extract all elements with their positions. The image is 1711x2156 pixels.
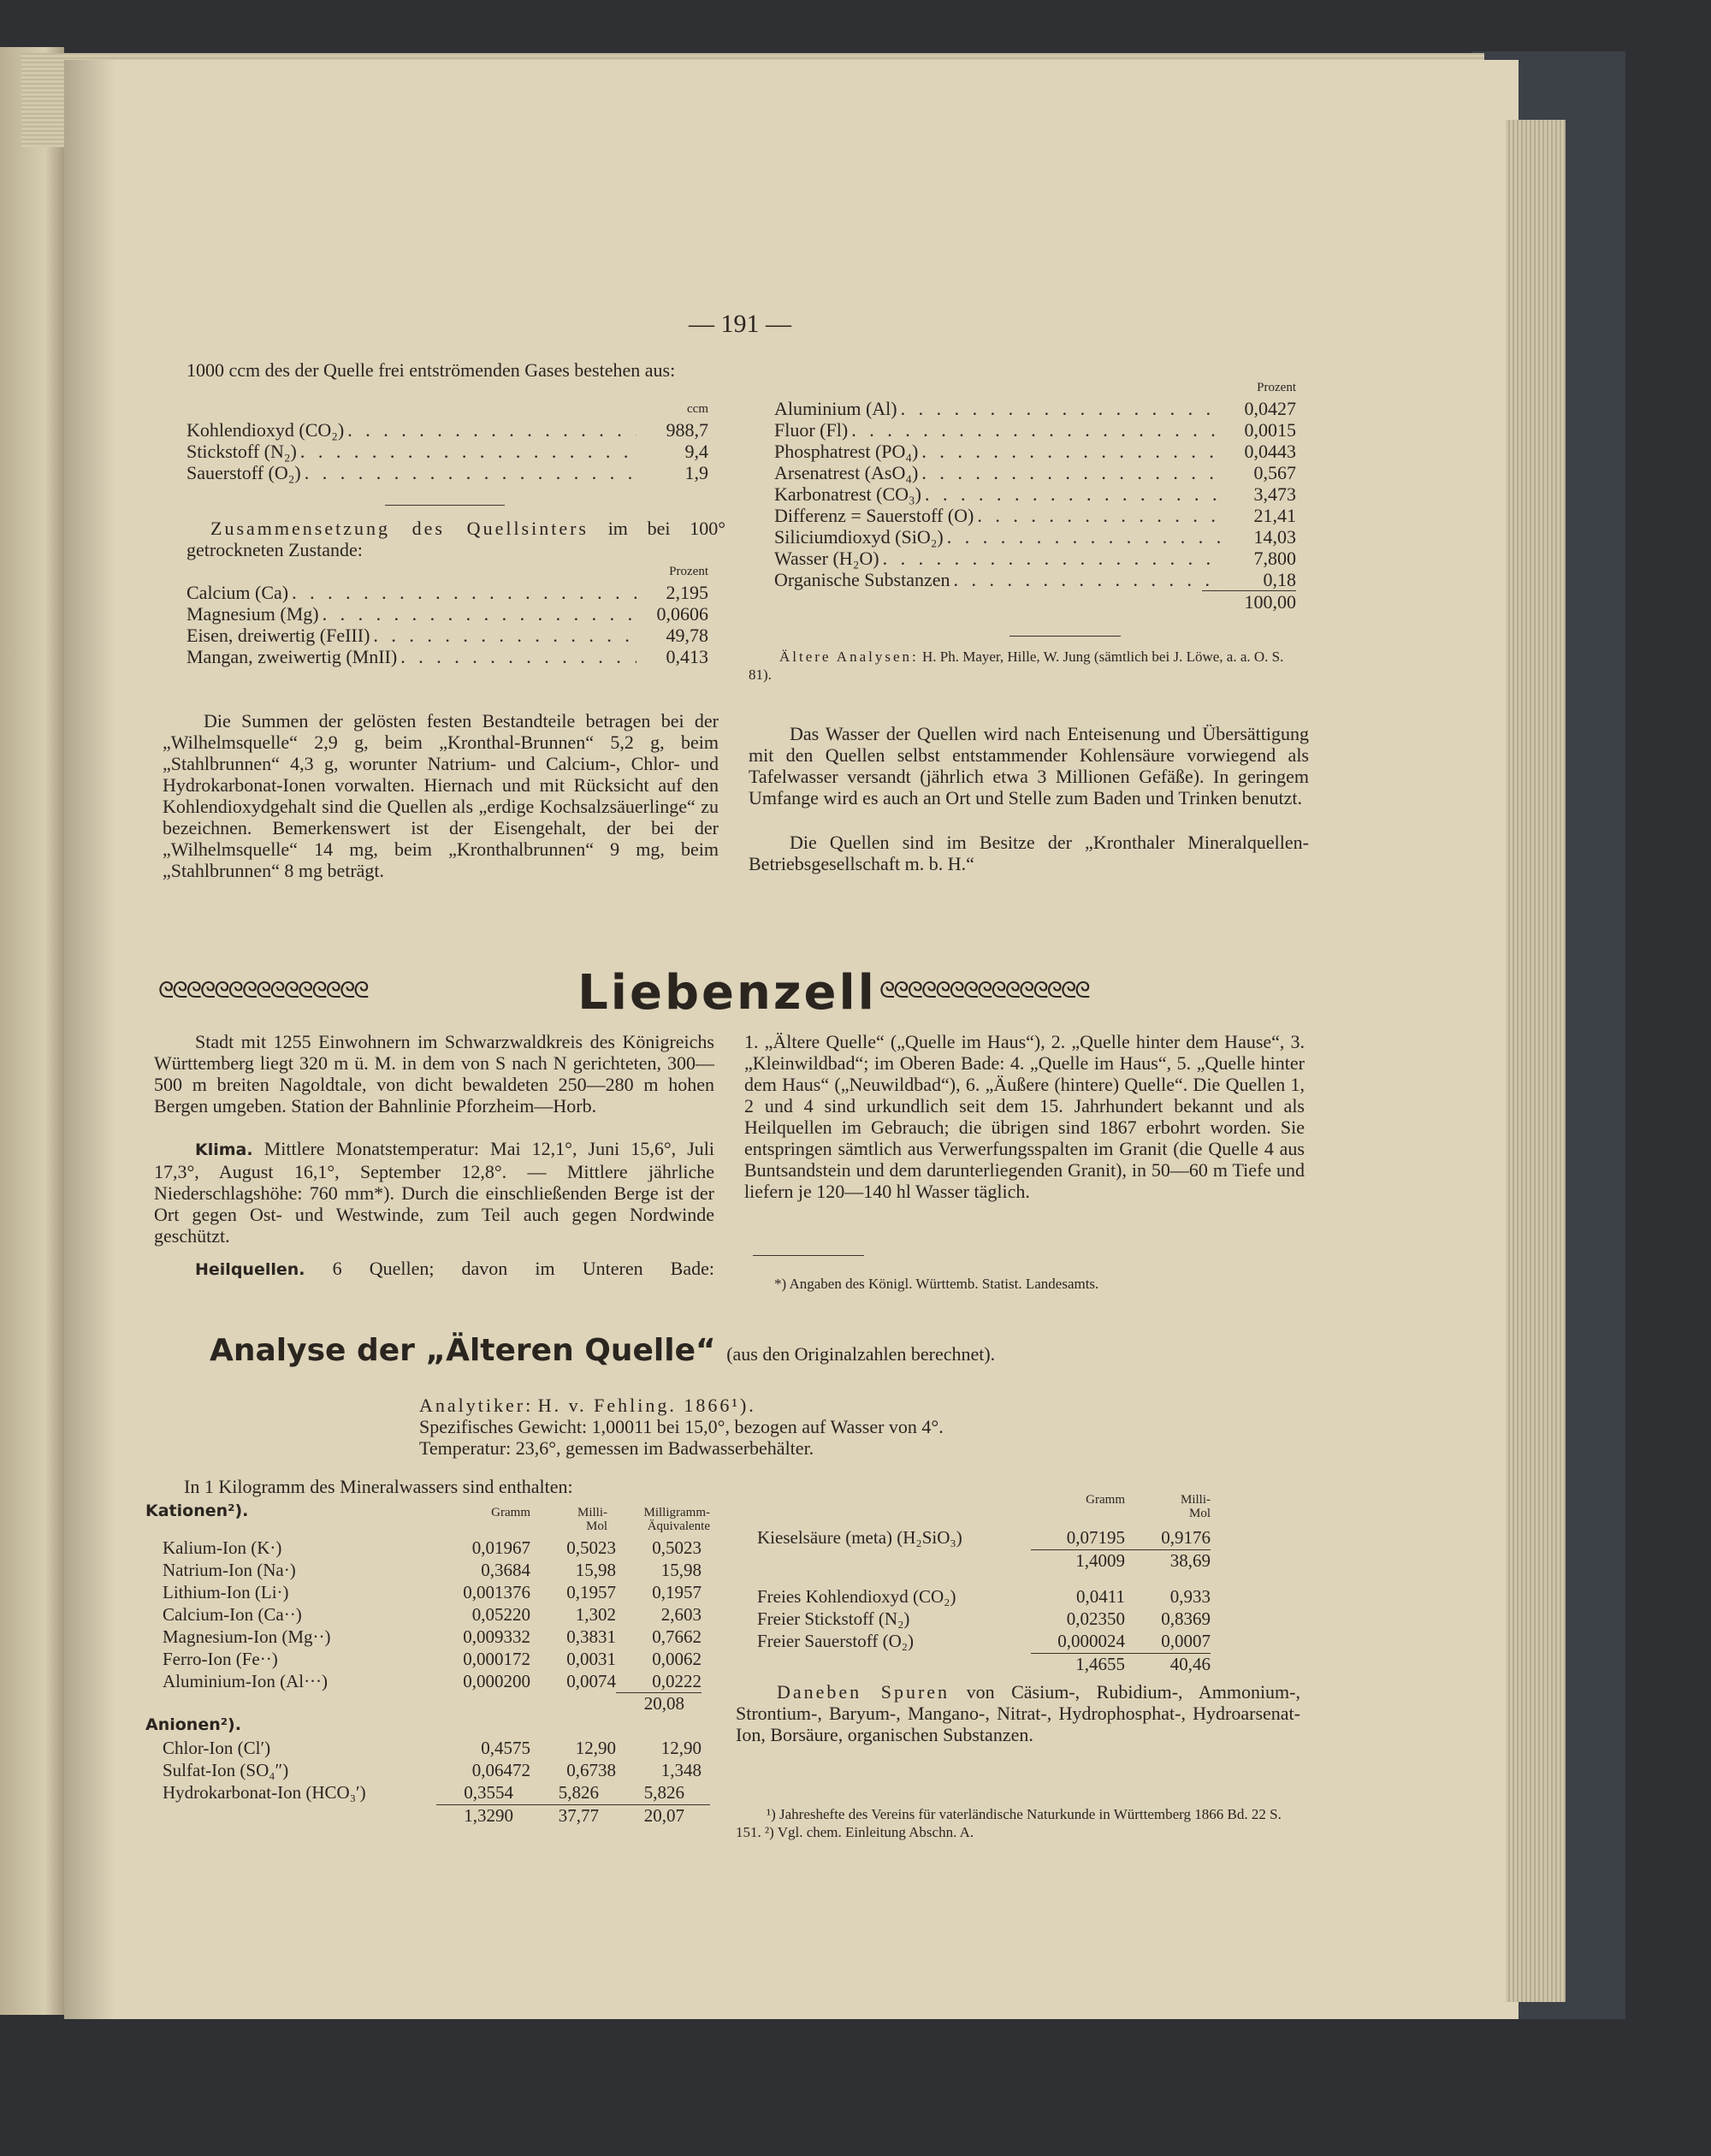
sinter-right-row: Karbonatrest (CO₃) . . . 3,473: [774, 483, 1296, 505]
right-table: [757, 1493, 1305, 1676]
sinter-right-row: Phosphatrest (PO₄) . . . 0,0443: [774, 441, 1296, 462]
table-row: Freies Kohlendioxyd (CO₂) 0,0411 0,933: [757, 1586, 1211, 1607]
gas-list: [186, 402, 708, 483]
table-row: Freier Sauerstoff (O₂) 0,000024 0,0007: [757, 1631, 1211, 1651]
table-row: Kalium-Ion (K·) 0,01967 0,5023 0,5023: [163, 1537, 702, 1558]
table-row: Magnesium-Ion (Mg··) 0,009332 0,3831 0,7662: [163, 1626, 702, 1647]
table-row: Ferro-Ion (Fe··) 0,000172 0,0031 0,0062: [163, 1649, 702, 1669]
section-heading: Liebenzell: [577, 965, 877, 1021]
gas-row: Kohlendioxyd (CO₂) . . . 988,7: [186, 419, 708, 441]
table-row: Sulfat-Ion (SO₄″) 0,06472 0,6738 1,348: [163, 1760, 702, 1780]
climate-paragraph: Klima. Mittlere Monatstemperatur: Mai 12,1°, Juni 15,6°, Juli 17,3°, August 16,1°, September 12,8°. — Mittlere jährliche Niederschlagshöhe: 760 mm*). Durch die einschließenden Berge ist der Ort gegen Ost- und Westwinde, zum Teil auch gegen Nordwinde geschützt.: [154, 1138, 714, 1247]
table-row: Chlor-Ion (Cl′) 0,4575 12,90 12,90: [163, 1738, 702, 1758]
gas-unit: ccm: [687, 402, 708, 416]
divider: [1009, 636, 1121, 637]
sinter-total: 100,00: [1202, 590, 1296, 613]
analysis-title: Analyse der „Älteren Quelle“ (aus den Originalzahlen berechnet).: [210, 1333, 996, 1368]
town-paragraph: Stadt mit 1255 Einwohnern im Schwarzwaldkreis des Königreichs Württemberg liegt 320 m ü. M. in dem von S nach N gerichteten, 300—500 m breiten Nagoldtale, von dicht bewaldeten 250—280 m hohen Bergen umgeben. Station der Bahnlinie Pforzheim—Horb.: [154, 1031, 714, 1116]
sinter-right-row: Arsenatrest (AsO₄) . . . 0,567: [774, 462, 1296, 483]
sinter-right-row: Organische Substanzen . . . 0,18: [774, 569, 1296, 590]
sinter-right-row: Siliciumdioxyd (SiO₂) . . . 14,03: [774, 526, 1296, 548]
page-stack-edge: [1506, 120, 1566, 2002]
kationen-label: Kationen²).: [145, 1502, 249, 1520]
table-row: Hydrokarbonat-Ion (HCO₃′) 0,3554 5,826 5,826: [436, 1782, 710, 1805]
table-total-row: 1,4655 40,46: [1031, 1653, 1211, 1676]
table-row: Calcium-Ion (Ca··) 0,05220 1,302 2,603: [163, 1604, 702, 1625]
ownership-paragraph: Die Quellen sind im Besitze der „Kronthaler Mineralquellen-Betriebsgesellschaft m. b. H.“: [749, 832, 1309, 874]
sinter-intro: Zusammensetzung des Quellsinters im bei 100° getrockneten Zustande:: [186, 518, 725, 560]
table-row: Freier Stickstoff (N₂) 0,02350 0,8369: [757, 1608, 1211, 1629]
table-row: Lithium-Ion (Li·) 0,001376 0,1957 0,1957: [163, 1582, 702, 1602]
shipping-paragraph: Das Wasser der Quellen wird nach Enteisenung und Übersättigung mit den Quellen selbst entstammender Kohlensäure vorwiegend als Tafelwasser versandt (jährlich etwa 3 Millionen Gefäße). In geringem Umfange wird es auch an Ort und Stelle zum Baden und Trinken benutzt.: [749, 723, 1309, 808]
sinter-row: Eisen, dreiwertig (FeIII) . . . 49,78: [186, 625, 708, 646]
sinter-right-row: Aluminium (Al) . . . 0,0427: [774, 398, 1296, 419]
footnotes: ¹) Jahreshefte des Vereins für vaterländische Naturkunde in Württemberg 1866 Bd. 22 S. 151. ²) Vgl. chem. Einleitung Abschn. A.: [736, 1806, 1282, 1840]
gas-intro: 1000 ccm des der Quelle frei entströmenden Gases bestehen aus:: [186, 359, 676, 381]
table-row: Kieselsäure (meta) (H₂SiO₃) 0,07195 0,9176: [757, 1527, 1211, 1548]
table-sum-row: 20,08: [643, 1693, 684, 1714]
sinter-right-list: [774, 381, 1296, 613]
ion-table: [145, 1502, 710, 1827]
springs-label: Heilquellen.: [195, 1260, 305, 1279]
analysis-intro: In 1 Kilogramm des Mineralwassers sind enthalten:: [184, 1476, 573, 1497]
traces-paragraph: Daneben Spuren von Cäsium-, Rubidium-, Ammonium-, Strontium-, Baryum-, Mangano-, Nitrat-, Hydrophosphat-, Hydroarsenat-Ion, Borsäure, organischen Substanzen.: [736, 1681, 1300, 1745]
table-total-row: 1,3290 37,77 20,07: [464, 1805, 684, 1826]
left-page-edge: [0, 47, 64, 2015]
sinter-unit: Prozent: [669, 565, 708, 578]
sinter-right-row: Wasser (H₂O) . . . 7,800: [774, 548, 1296, 569]
older-analyses: Ältere Analysen: H. Ph. Mayer, Hille, W. Jung (sämtlich bei J. Löwe, a. a. O. S. 81).: [749, 649, 1284, 683]
springs-list-paragraph: 1. „Ältere Quelle“ („Quelle im Haus“), 2. „Quelle hinter dem Hause“, 3. „Kleinwildbad“; im Oberen Bade: 4. „Quelle im Haus“, 5. „Quelle hinter dem Haus“ („Neuwildbad“), 6. „Äußere (hintere) Quelle“. Die Quellen 1, 2 und 4 sind urkundlich seit dem 15. Jahrhundert bekannt und als Heilquellen im Gebrauch; die übrigen sind 1867 erbohrt worden. Sie entspringen sämtlich aus Verwerfungsspalten im Granit (die Quelle 4 aus Buntsandstein und dem darunterliegenden Granit), in 50—60 m Tiefe und liefern je 120—140 hl Wasser täglich.: [744, 1031, 1305, 1202]
gas-row: Sauerstoff (O₂) . . . 1,9: [186, 462, 708, 483]
sinter-row: Magnesium (Mg) . . . 0,0606: [186, 603, 708, 625]
table-sum-row: 1,4009 38,69: [1031, 1549, 1211, 1573]
sinter-row: Mangan, zweiwertig (MnII) . . . 0,413: [186, 646, 708, 667]
table-row: Aluminium-Ion (Al···) 0,000200 0,0074 0,0222: [163, 1671, 702, 1691]
footnote-star: *) Angaben des Königl. Württemb. Statist. Landesamts.: [774, 1276, 1099, 1292]
sinter-right-unit: Prozent: [1257, 381, 1296, 394]
sinter-row: Calcium (Ca) . . . 2,195: [186, 582, 708, 603]
sinter-right-row: Fluor (Fl) . . . 0,0015: [774, 419, 1296, 441]
anionen-label: Anionen²).: [145, 1715, 241, 1734]
table-row: Natrium-Ion (Na·) 0,3684 15,98 15,98: [163, 1560, 702, 1580]
analysis-subtitle: (aus den Originalzahlen berechnet).: [726, 1343, 996, 1365]
sinter-right-row: Differenz = Sauerstoff (O) . . . 21,41: [774, 505, 1296, 526]
divider: [385, 505, 505, 506]
analysis-meta: Analytiker: H. v. Fehling. 1866¹). Spezifisches Gewicht: 1,00011 bei 15,0°, bezogen auf Wasser von 4°. Temperatur: 23,6°, gemessen im Badwasserbehälter.: [419, 1395, 944, 1459]
page-number: — 191 —: [689, 310, 791, 338]
ornament-left: ᘓᘓᘓᘓᘓᘓᘓᘓᘓᘓᘓᘓᘓᘓᘓ: [158, 978, 368, 1003]
summary-paragraph: Die Summen der gelösten festen Bestandteile betragen bei der „Wilhelmsquelle“ 2,9 g, beim „Kronthal-Brunnen“ 5,2 g, beim „Stahlbrunnen“ 4,3 g, worunter Natrium- und Calcium-, Chlor- und Hydrokarbonat-Ionen vorwalten. Hiernach und mit Rücksicht auf den Kohlendioxydgehalt sind die Quellen als „erdige Kochsalzsäuerlinge“ zu bezeichnen. Bemerkenswert ist der Eisengehalt, der bei der „Wilhelmsquelle“ 14 mg, beim „Kronthalbrunnen“ 9 mg, beim „Stahlbrunnen“ 8 mg beträgt.: [163, 710, 719, 881]
anionen-label-row: [145, 1715, 710, 1738]
divider: [753, 1255, 864, 1256]
sinter-list: [186, 565, 708, 667]
gas-row: Stickstoff (N₂) . . . 9,4: [186, 441, 708, 462]
springs-paragraph: Heilquellen. 6 Quellen; davon im Unteren Bade:: [195, 1258, 715, 1279]
right-table-header: Gramm Milli- Mol: [1086, 1493, 1211, 1520]
climate-label: Klima.: [195, 1140, 253, 1159]
ion-table-header: Kationen²). Gramm Milli- Mol Milligramm- Äquivalente: [145, 1502, 710, 1533]
ornament-right: ᘓᘓᘓᘓᘓᘓᘓᘓᘓᘓᘓᘓᘓᘓᘓ: [879, 978, 1089, 1003]
